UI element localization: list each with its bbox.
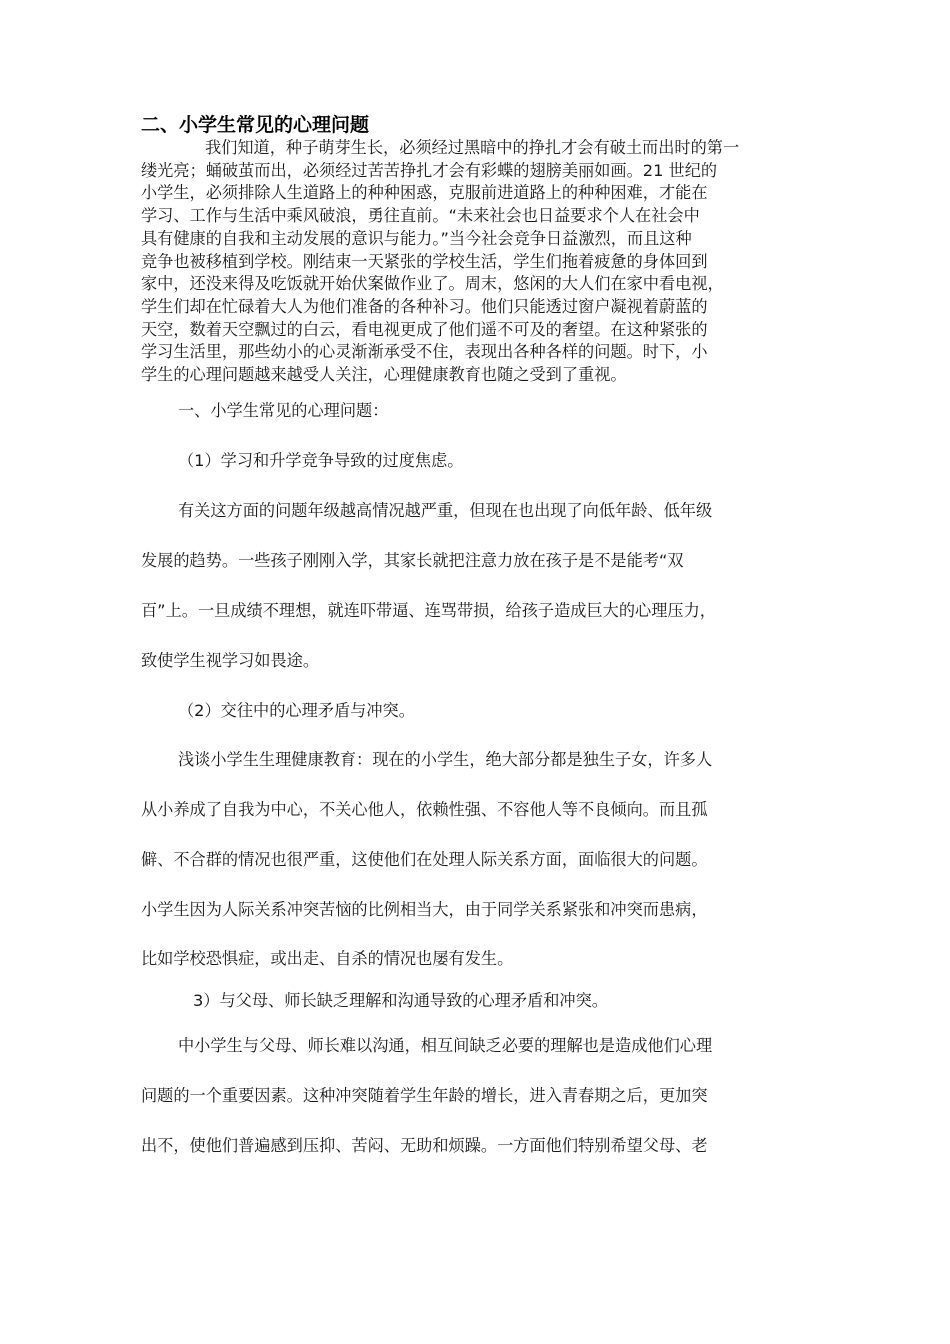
intro-line: 天空，数着天空飘过的白云，看电视更成了他们遥不可及的奢望。在这种紧张的	[141, 319, 708, 339]
paragraph-line: 出不，使他们普遍感到压抑、苦闷、无助和烦躁。一方面他们特别希望父母、老	[141, 1136, 708, 1155]
paragraph-line: 浅谈小学生生理健康教育：现在的小学生，绝大部分都是独生子女，许多人	[178, 750, 713, 769]
subheading-item-1: （1）学习和升学竞争导致的过度焦虑。	[178, 451, 464, 470]
subheading-item-3: 3）与父母、师长缺乏理解和沟通导致的心理矛盾和冲突。	[193, 991, 608, 1010]
intro-line: 竞争也被移植到学校。刚结束一天紧张的学校生活，学生们拖着疲惫的身体回到	[141, 251, 708, 271]
paragraph-line: 从小养成了自我为中心，不关心他人，依赖性强、不容他人等不良倾向。而且孤	[141, 800, 708, 819]
paragraph-line: 中小学生与父母、师长难以沟通，相互间缺乏必要的理解也是造成他们心理	[178, 1036, 713, 1055]
intro-line: 小学生，必须排除人生道路上的种种困惑，克服前进道路上的种种困难，才能在	[141, 183, 708, 203]
paragraph-line: 问题的一个重要因素。这种冲突随着学生年龄的增长，进入青春期之后，更加突	[141, 1086, 708, 1105]
intro-line: 我们知道，种子萌芽生长，必须经过黑暗中的挣扎才会有破土而出时的第一	[205, 138, 740, 157]
paragraph-line: 有关这方面的问题年级越高情况越严重，但现在也出现了向低年龄、低年级	[178, 501, 713, 520]
paragraph-line: 僻、不合群的情况也很严重，这使他们在处理人际关系方面，面临很大的问题。	[141, 850, 708, 869]
section-heading: 二、小学生常见的心理问题	[141, 114, 370, 136]
paragraph-line: 百”上。一旦成绩不理想，就连吓带逼、连骂带损，给孩子造成巨大的心理压力，	[141, 601, 716, 620]
paragraph-line: 比如学校恐惧症，或出走、自杀的情况也屡有发生。	[141, 949, 514, 968]
subheading-common-problems: 一、小学生常见的心理问题：	[178, 401, 389, 420]
intro-line: 学习、工作与生活中乘风破浪，勇往直前。“未来社会也日益要求个人在社会中	[141, 206, 700, 226]
intro-line: 家中，还没来得及吃饭就开始伏案做作业了。周末，悠闲的大人们在家中看电视，	[141, 274, 724, 294]
paragraph-line: 小学生因为人际关系冲突苦恼的比例相当大，由于同学关系紧张和冲突而患病，	[141, 900, 708, 919]
paragraph-line: 致使学生视学习如畏途。	[141, 651, 320, 670]
intro-line: 学生的心理问题越来越受人关注，心理健康教育也随之受到了重视。	[141, 365, 627, 385]
subheading-item-2: （2）交往中的心理矛盾与冲突。	[178, 701, 415, 720]
paragraph-line: 发展的趋势。一些孩子刚刚入学，其家长就把注意力放在孩子是不是能考“双	[141, 551, 684, 570]
intro-paragraph	[141, 137, 821, 387]
intro-line: 具有健康的自我和主动发展的意识与能力。”当今社会竞争日益激烈，而且这种	[141, 228, 692, 248]
intro-line: 学生们却在忙碌着大人为他们准备的各种补习。他们只能透过窗户凝视着蔚蓝的	[141, 296, 708, 316]
intro-line: 学习生活里，那些幼小的心灵渐渐承受不住，表现出各种各样的问题。时下，小	[141, 342, 708, 362]
intro-line: 缕光亮；蛹破茧而出，必须经过苦苦挣扎才会有彩蝶的翅膀美丽如画。21 世纪的	[141, 160, 718, 180]
